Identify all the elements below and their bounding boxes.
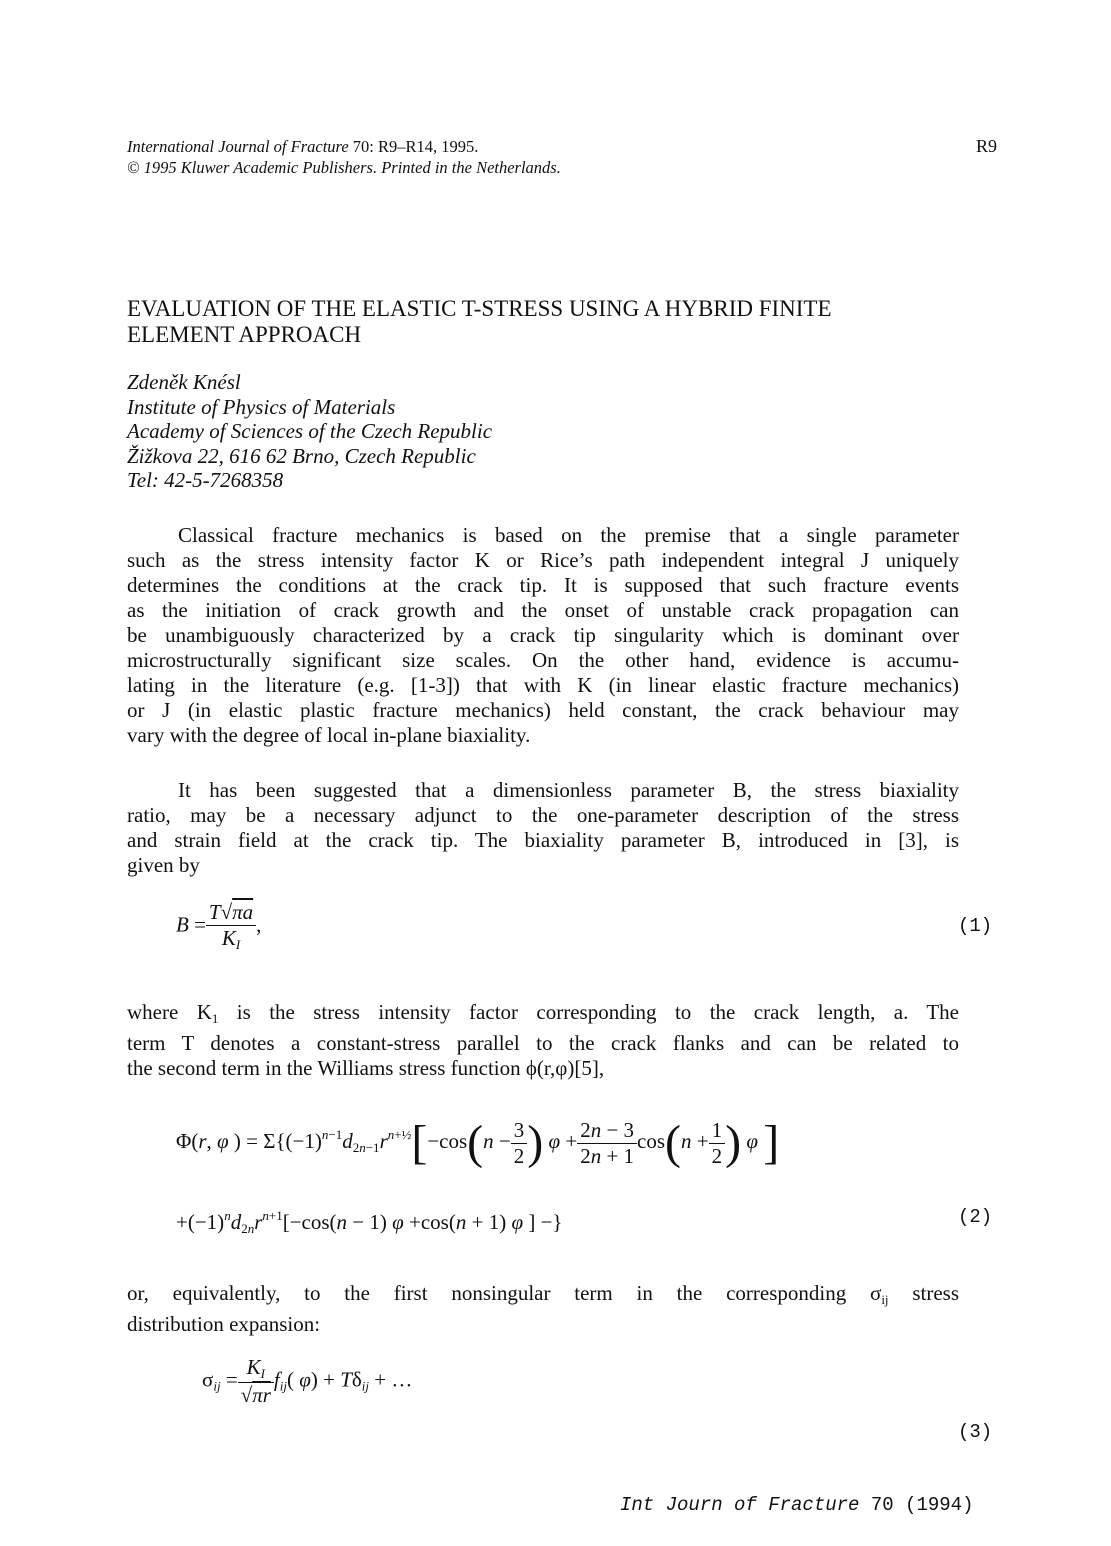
author-address: Žižkova 22, 616 62 Brno, Czech Republic: [127, 443, 476, 468]
equation-2-number: (2): [958, 1206, 993, 1228]
page-number: R9: [976, 136, 998, 156]
p4-line: distribution expansion:: [127, 1312, 321, 1336]
equation-2-line-2: $+(-1)^nd_{2n}r^{n+1}[-\cos(n - 1)$ φ +cos(n + 1) φ ] −}: [176, 1208, 563, 1236]
journal-line: [127, 136, 561, 157]
p3-line: where $K_1$ is the stress intensity factor corresponding to the crack length, a. The: [127, 1000, 960, 1026]
paragraph-3: [127, 1000, 959, 1081]
title-line-2: ELEMENT APPROACH: [127, 322, 362, 347]
p3-line: the second term in the Williams stress function ϕ(r,φ)[5],: [127, 1056, 605, 1080]
p2-line: It has been suggested that a dimensionless parameter B, the stress biaxiality: [178, 778, 959, 802]
paragraph-2: [127, 778, 959, 878]
p1-line: lating in the literature (e.g. [1-3]) that with K (in linear elastic fracture mechanics): [127, 673, 959, 697]
equation-1-number: (1): [958, 915, 993, 937]
paragraph-4: [127, 1281, 959, 1337]
p4-line: or, equivalently, to the first nonsingular term in the corresponding $\sigma_{ij}$ stress: [127, 1281, 959, 1307]
author-name: Zdeněk Knésl: [127, 370, 241, 394]
paper-title: [127, 296, 987, 348]
p1-line: microstructurally significant size scales. On the other hand, evidence is accumu-: [127, 648, 959, 672]
equation-1: B = $\frac{T√\pi a}{K_I}$ ,: [176, 900, 262, 952]
author-block: [127, 370, 492, 493]
p2-line: and strain field at the crack tip. The biaxiality parameter B, introduced in [3], is: [127, 828, 959, 852]
equation-3-number: (3): [958, 1421, 993, 1443]
p1-line: such as the stress intensity factor K or Rice’s path independent integral J uniquely: [127, 548, 959, 572]
title-line-1: EVALUATION OF THE ELASTIC T-STRESS USING A HYBRID FINITE: [127, 296, 832, 321]
p1-line: be unambiguously characterized by a crack tip singularity which is dominant over: [127, 623, 959, 647]
footer-volume: 70 (1994): [859, 1494, 974, 1516]
p1-line: determines the conditions at the crack tip. It is supposed that such fracture events: [127, 573, 959, 597]
p1-line: as the initiation of crack growth and the onset of unstable crack propagation can: [127, 598, 959, 622]
p3-line: term T denotes a constant-stress parallel to the crack flanks and can be related to: [127, 1031, 959, 1055]
journal-volume: 70: R9–R14, 1995.: [348, 137, 479, 156]
equation-3: $\sigma_{ij}$ = $\frac{K_I}{√\pi r}$ $f_{ij}$( $\varphi) + T\delta_{ij}$ + …: [202, 1355, 413, 1407]
p2-line: given by: [127, 853, 200, 877]
author-institute: Institute of Physics of Materials: [127, 394, 396, 419]
equation-2-line-1: Φ(r, φ ) = $\Sigma\{(-1)^{n-1}d_{2n-1}r^{n+\frac{1}{2}}[-\cos(n$ − $\frac{3}{2}$ ) φ + $\frac{2n - 3}{2n + 1}$ cos(n + $\frac{1}{2}$ ) φ ]: [176, 1116, 780, 1169]
p1-line: or J (in elastic plastic fracture mechanics) held constant, the crack behaviour may: [127, 698, 959, 722]
journal-citation: [127, 136, 561, 178]
p2-line: ratio, may be a necessary adjunct to the one-parameter description of the stress: [127, 803, 959, 827]
copyright-line: © 1995 Kluwer Academic Publishers. Printed in the Netherlands.: [127, 158, 561, 177]
p1-line: vary with the degree of local in-plane biaxiality.: [127, 723, 531, 747]
footer-citation: [620, 1494, 973, 1516]
journal-name: International Journal of Fracture: [127, 137, 349, 156]
p1-line: Classical fracture mechanics is based on the premise that a single parameter: [178, 523, 959, 547]
footer-journal: Int Journ of Fracture: [620, 1494, 860, 1516]
author-tel: Tel: 42-5-7268358: [127, 468, 284, 492]
paragraph-1: [127, 523, 959, 748]
author-academy: Academy of Sciences of the Czech Republic: [127, 419, 493, 443]
